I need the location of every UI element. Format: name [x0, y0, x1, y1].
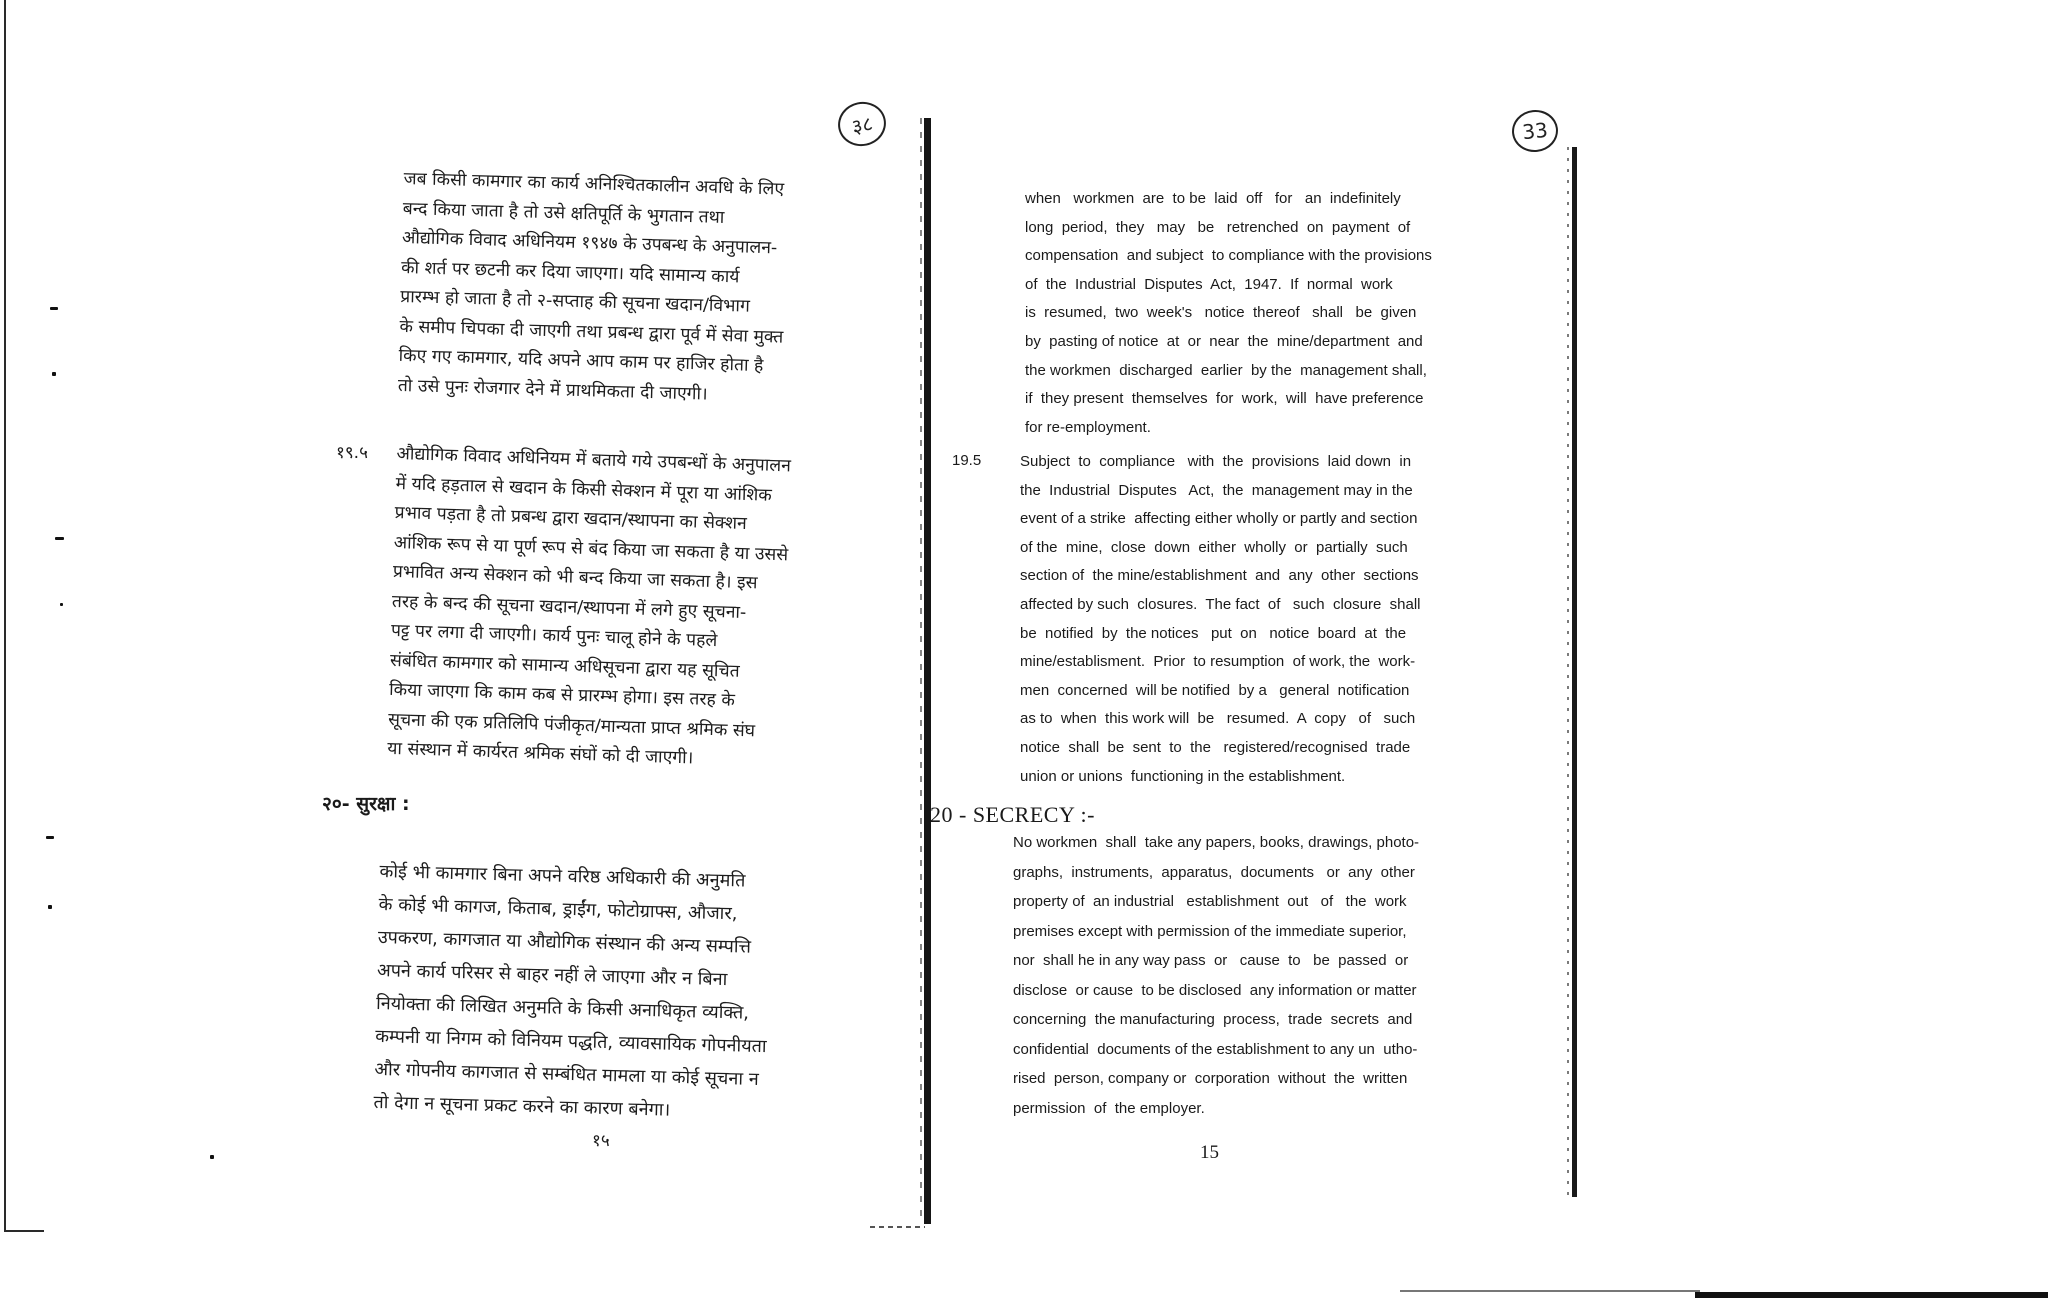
text-line: affected by such closures. The fact of such closure shall — [1020, 595, 1421, 613]
text-line: is resumed, two week's notice thereof shall be given — [1025, 304, 1417, 322]
text-line: the Industrial Disputes Act, the management may in the — [1020, 481, 1413, 499]
text-line: नियोक्ता की लिखित अनुमति के किसी अनाधिकृत व्यक्ति, — [375, 992, 750, 1024]
text-line: union or unions functioning in the establishment. — [1020, 767, 1346, 785]
text-line: तरह के बन्द की सूचना खदान/स्थापना में लगे हुए सूचना- — [391, 591, 747, 623]
text-line: किए गए कामगार, यदि अपने आप काम पर हाजिर होता है — [398, 345, 764, 377]
text-line: Subject to compliance with the provisions laid down in — [1020, 453, 1412, 470]
text-line: बन्द किया जाता है तो उसे क्षतिपूर्ति के भुगतान तथा — [402, 198, 725, 228]
text-line: when workmen are to be laid off for an indefinitely — [1025, 190, 1401, 207]
left-page-footer-number: १५ — [592, 1131, 610, 1151]
text-line: तो उसे पुनः रोजगार देने में प्राथमिकता दी जाएगी। — [397, 375, 708, 405]
text-line: कम्पनी या निगम को विनियम पद्धति, व्यावसायिक गोपनीयता — [374, 1025, 767, 1058]
text-line: confidential documents of the establishment to any un utho- — [1013, 1040, 1418, 1058]
text-line: long period, they may be retrenched on payment of — [1025, 218, 1411, 236]
text-line: में यदि हड़ताल से खदान के किसी सेक्शन में पूरा या आंशिक — [395, 473, 773, 506]
right-page-edge-shadow — [1567, 147, 1569, 1197]
scan-bottom-line — [1695, 1292, 2048, 1298]
text-line: प्रारम्भ हो जाता है तो २-सप्ताह की सूचना खदान/विभाग — [400, 286, 751, 317]
text-line: premises except with permission of the immediate superior, — [1013, 922, 1407, 940]
right-section-number: 19.5 — [952, 452, 982, 469]
text-line: किया जाएगा कि काम कब से प्रारम्भ होगा। इस तरह के — [388, 679, 736, 711]
right-section-heading: 20 - SECRECY :- — [930, 802, 1095, 827]
text-line: permission of the employer. — [1013, 1099, 1205, 1117]
right-paragraph-layoff — [1025, 185, 1525, 442]
text-line: जब किसी कामगार का कार्य अनिश्चितकालीन अवधि के लिए — [403, 168, 785, 200]
right-page-edge — [1572, 147, 1577, 1197]
text-line: notice shall be sent to the registered/recognised trade — [1020, 738, 1411, 756]
text-line: disclose or cause to be disclosed any information or matter — [1013, 981, 1417, 999]
text-line: सूचना की एक प्रतिलिपि पंजीकृत/मान्यता प्राप्त श्रमिक संघ — [387, 709, 756, 741]
left-paragraph-layoff — [397, 165, 903, 415]
text-line: mine/establisment. Prior to resumption of work, the work- — [1020, 653, 1416, 671]
left-page-number-circle: ३८ — [834, 97, 890, 150]
right-paragraph-secrecy — [1013, 828, 1528, 1123]
text-line: nor shall he in any way pass or cause to be passed or — [1013, 952, 1409, 969]
text-line: या संस्थान में कार्यरत श्रमिक संघों को दी जाएगी। — [386, 738, 694, 769]
text-line: property of an industrial establishment out of the work — [1013, 893, 1407, 910]
text-line: की शर्त पर छटनी कर दिया जाएगा। यदि सामान्य कार्य — [400, 257, 740, 287]
text-line: औद्योगिक विवाद अधिनियम में बताये गये उपबन्धों के अनुपालन — [396, 443, 792, 477]
text-line: of the Industrial Disputes Act, 1947. If normal work — [1025, 275, 1393, 293]
text-line: प्रभाव पड़ता है तो प्रबन्ध द्वारा खदान/स्थापना का सेक्शन — [394, 502, 748, 535]
left-section-heading: २०- सुरक्षा : — [322, 793, 410, 815]
text-line: men concerned will be notified by a general notification — [1020, 681, 1410, 699]
text-line: पट्ट पर लगा दी जाएगी। कार्य पुनः चालू होने के पहले — [390, 620, 718, 652]
text-line: by pasting of notice at or near the mine/department and — [1025, 332, 1423, 350]
right-page-footer-number: 15 — [1200, 1142, 1219, 1163]
text-line: event of a strike affecting either wholly or partly and section — [1020, 510, 1418, 528]
text-line: No workmen shall take any papers, books, drawings, photo- — [1013, 834, 1420, 851]
left-page-hindi — [0, 0, 930, 1298]
text-line: उपकरण, कागजात या औद्योगिक संस्थान की अन्य सम्पत्ति — [377, 926, 752, 958]
text-line: compensation and subject to compliance with the provisions — [1025, 247, 1432, 265]
right-page-number-circle: 33 — [1510, 108, 1560, 155]
text-line: प्रभावित अन्य सेक्शन को भी बन्द किया जा सकता है। इस — [392, 561, 758, 594]
text-line: if they present themselves for work, will have preference — [1025, 390, 1424, 408]
text-line: section of the mine/establishment and any other sections — [1020, 567, 1419, 585]
text-line: आंशिक रूप से या पूर्ण रूप से बंद किया जा सकता है या उससे — [393, 532, 789, 565]
left-section-number: १९.५ — [336, 443, 368, 463]
text-line: कोई भी कामगार बिना अपने वरिष्ठ अधिकारी की अनुमति — [379, 860, 746, 892]
text-line: संबंधित कामगार को सामान्य अधिसूचना द्वारा यह सूचित — [389, 650, 740, 682]
text-line: के समीप चिपका दी जाएगी तथा प्रबन्ध द्वारा पूर्व में सेवा मुक्त — [399, 316, 784, 348]
text-line: औद्योगिक विवाद अधिनियम १९४७ के उपबन्ध के अनुपालन- — [401, 227, 778, 259]
text-line: के कोई भी कागज, किताब, ड्राईंग, फोटोग्राफ्स, औजार, — [378, 893, 738, 925]
text-line: as to when this work will be resumed. A copy of such — [1020, 710, 1416, 728]
text-line: be notified by the notices put on notice board at the — [1020, 624, 1407, 642]
text-line: the workmen discharged earlier by the management shall, — [1025, 361, 1427, 379]
text-line: rised person, company or corporation without the written — [1013, 1070, 1408, 1087]
scan-bottom-line-thin — [1400, 1290, 1700, 1292]
text-line: for re-employment. — [1025, 418, 1151, 436]
text-line: तो देगा न सूचना प्रकट करने का कारण बनेगा। — [373, 1091, 671, 1121]
left-paragraph-secrecy — [373, 855, 890, 1132]
text-line: of the mine, close down either wholly or partially such — [1020, 538, 1408, 556]
text-line: अपने कार्य परिसर से बाहर नहीं ले जाएगा और न बिना — [376, 959, 728, 991]
text-line: concerning the manufacturing process, trade secrets and — [1013, 1011, 1413, 1028]
text-line: और गोपनीय कागजात से सम्बंधित मामला या कोई सूचना न — [374, 1058, 759, 1090]
text-line: graphs, instruments, apparatus, documents or any other — [1013, 863, 1415, 881]
right-paragraph-strike — [1020, 448, 1525, 791]
left-paragraph-strike — [387, 440, 902, 780]
